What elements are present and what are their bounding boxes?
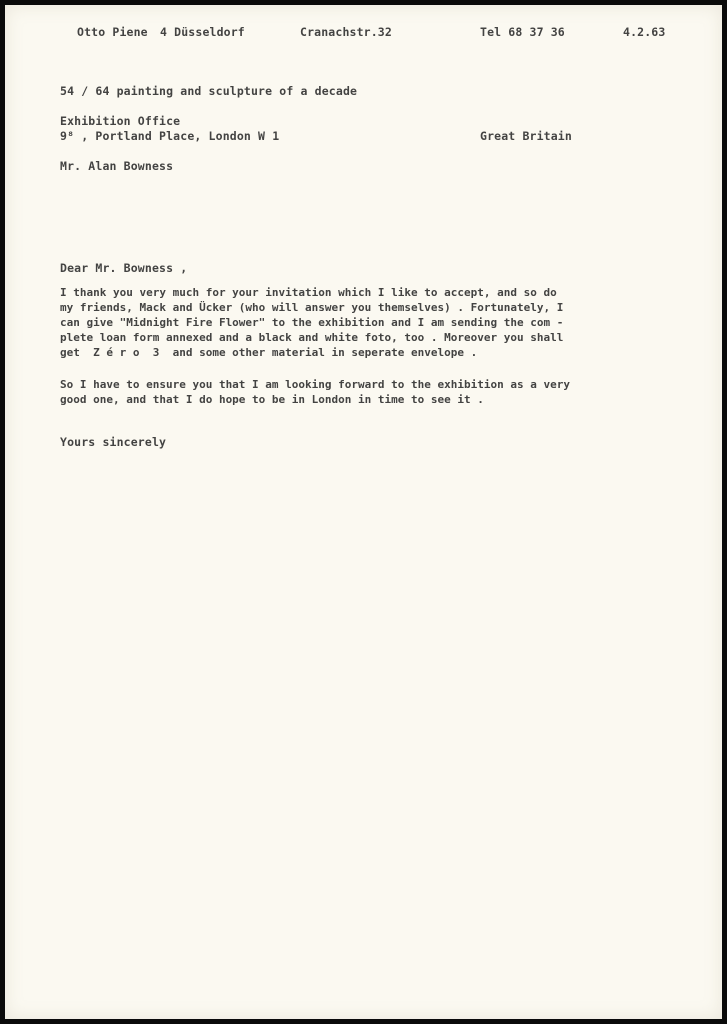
paragraph-line: plete loan form annexed and a black and white foto, too . Moreover you shall xyxy=(60,331,564,344)
recipient-country: Great Britain xyxy=(480,129,572,143)
closing: Yours sincerely xyxy=(60,435,167,449)
exhibition-title: 54 / 64 painting and sculpture of a decade xyxy=(60,84,358,98)
paragraph-line: can give "Midnight Fire Flower" to the exhibition and I am sending the com - xyxy=(60,316,564,329)
paragraph-line: I thank you very much for your invitation which I like to accept, and so do xyxy=(60,286,557,299)
sender-street: Cranachstr.32 xyxy=(300,25,392,39)
sender-name: Otto Piene xyxy=(77,25,148,39)
paragraph-line: my friends, Mack and Ücker (who will answer you themselves) . Fortunately, I xyxy=(60,301,564,314)
salutation: Dear Mr. Bowness , xyxy=(60,261,188,275)
sender-city: 4 Düsseldorf xyxy=(160,25,245,39)
letter-page xyxy=(5,5,722,1019)
recipient-office: Exhibition Office xyxy=(60,114,181,128)
recipient-address: 9⁸ , Portland Place, London W 1 xyxy=(60,129,280,143)
recipient-person: Mr. Alan Bowness xyxy=(60,159,174,173)
letter-date: 4.2.63 xyxy=(623,25,666,39)
sender-phone: Tel 68 37 36 xyxy=(480,25,565,39)
paragraph-line: good one, and that I do hope to be in London in time to see it . xyxy=(60,393,484,406)
paragraph-line: So I have to ensure you that I am looking forward to the exhibition as a very xyxy=(60,378,570,391)
paragraph-line: get Z é r o 3 and some other material in seperate envelope . xyxy=(60,346,478,359)
